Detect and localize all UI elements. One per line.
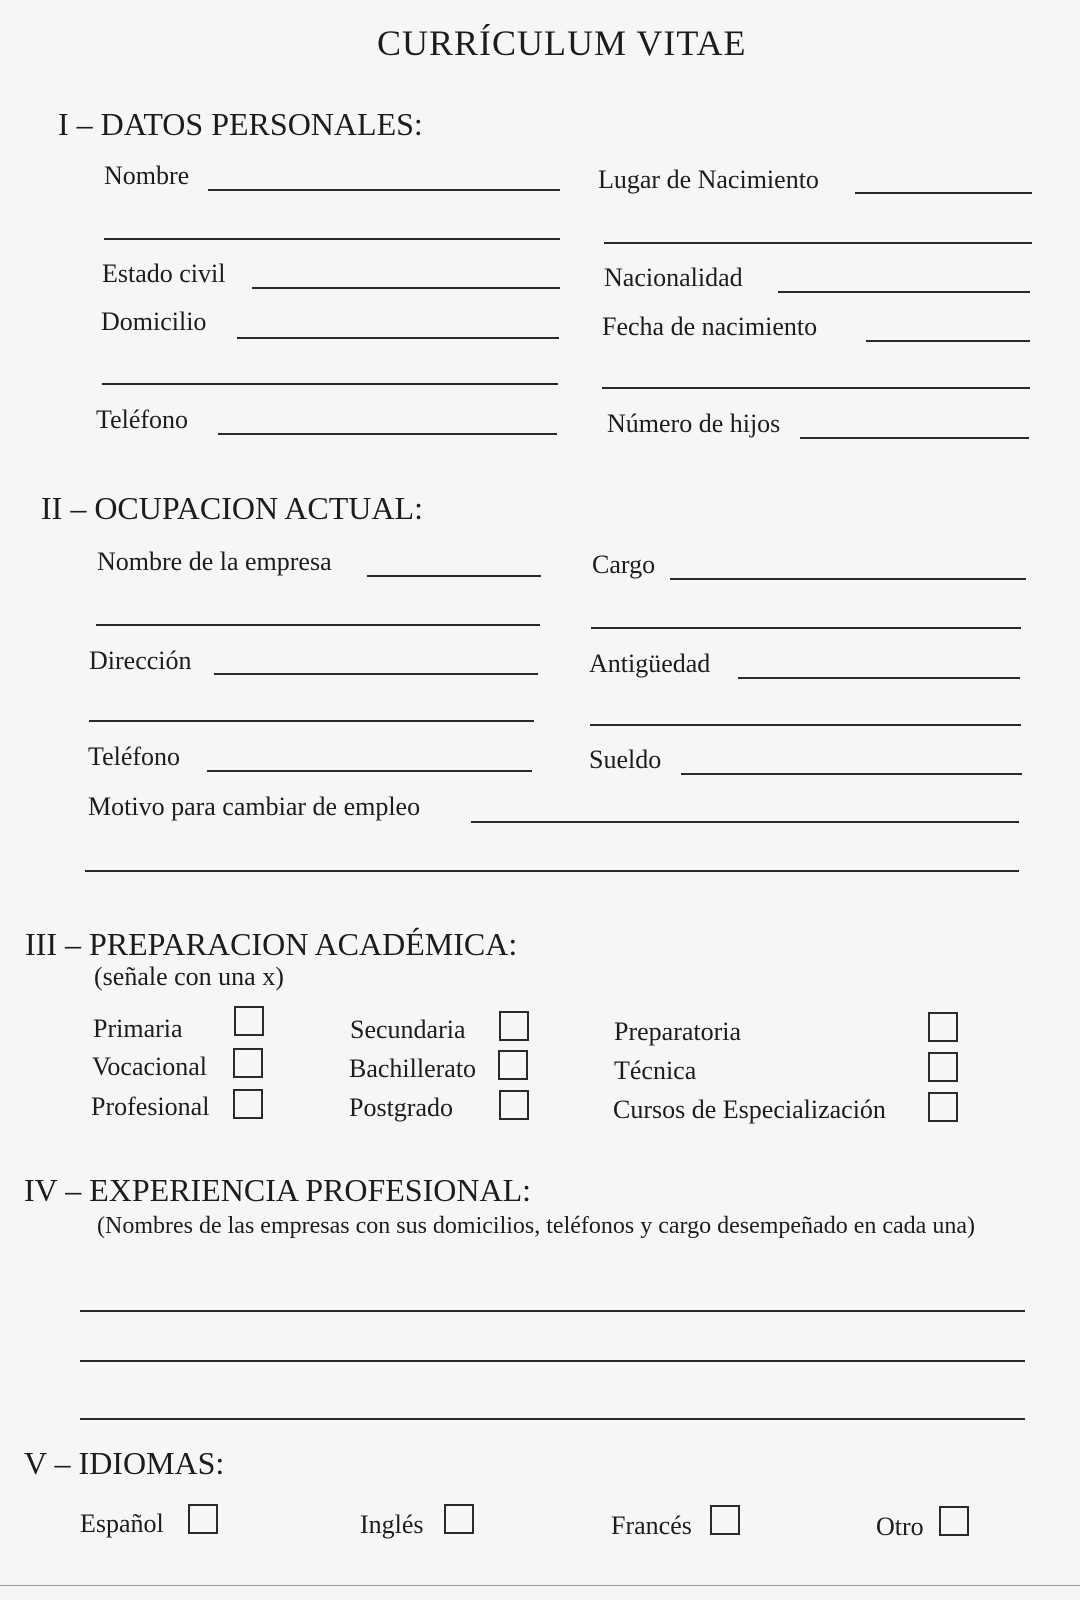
checkbox-espanol[interactable] (188, 1504, 218, 1534)
section-heading-preparacion-academica: III – PREPARACION ACADÉMICA: (25, 926, 518, 962)
field-direccion-line-2[interactable] (89, 720, 534, 722)
option-label-secundaria: Secundaria (350, 1015, 466, 1044)
label-direccion: Dirección (89, 646, 192, 675)
checkbox-postgrado[interactable] (499, 1090, 529, 1120)
option-label-otro: Otro (876, 1512, 924, 1541)
checkbox-primaria[interactable] (234, 1006, 264, 1036)
field-nombre-line-2[interactable] (104, 238, 560, 240)
section-heading-idiomas: V – IDIOMAS: (24, 1445, 225, 1481)
option-label-primaria: Primaria (93, 1014, 183, 1043)
page-title: CURRÍCULUM VITAE (377, 23, 747, 63)
field-experiencia-line-3[interactable] (80, 1418, 1025, 1420)
option-label-cursos-especializacion: Cursos de Especialización (613, 1095, 886, 1124)
section-heading-ocupacion-actual: II – OCUPACION ACTUAL: (41, 490, 423, 526)
section-heading-datos-personales: I – DATOS PERSONALES: (58, 106, 423, 142)
label-cargo: Cargo (592, 550, 656, 579)
label-motivo-cambio: Motivo para cambiar de empleo (88, 792, 421, 821)
option-label-tecnica: Técnica (614, 1056, 697, 1085)
field-experiencia-line-1[interactable] (80, 1310, 1025, 1312)
checkbox-tecnica[interactable] (928, 1052, 958, 1082)
field-antiguedad-line-2[interactable] (590, 724, 1021, 726)
checkbox-preparatoria[interactable] (928, 1012, 958, 1042)
section-heading-experiencia-profesional: IV – EXPERIENCIA PROFESIONAL: (24, 1172, 531, 1208)
field-lugar-nacimiento-line-2[interactable] (604, 242, 1032, 244)
field-cargo[interactable] (670, 578, 1026, 580)
option-label-preparatoria: Preparatoria (614, 1017, 742, 1046)
option-label-profesional: Profesional (91, 1092, 210, 1121)
scan-edge-divider (0, 1585, 1080, 1586)
field-telefono-personal[interactable] (218, 433, 557, 435)
field-direccion[interactable] (214, 673, 538, 675)
option-label-postgrado: Postgrado (349, 1093, 453, 1122)
checkbox-secundaria[interactable] (499, 1011, 529, 1041)
field-antiguedad[interactable] (738, 677, 1020, 679)
option-label-frances: Francés (611, 1511, 692, 1540)
field-domicilio-line-2[interactable] (102, 383, 558, 385)
field-nombre[interactable] (208, 189, 560, 191)
checkbox-profesional[interactable] (233, 1089, 263, 1119)
field-estado-civil[interactable] (252, 287, 560, 289)
label-domicilio: Domicilio (101, 307, 207, 336)
checkbox-cursos-especializacion[interactable] (928, 1092, 958, 1122)
label-telefono-empresa: Teléfono (88, 742, 181, 771)
label-estado-civil: Estado civil (102, 259, 226, 288)
label-nombre-empresa: Nombre de la empresa (97, 547, 332, 576)
field-fecha-nacimiento[interactable] (866, 340, 1030, 342)
field-cargo-line-2[interactable] (591, 627, 1021, 629)
option-label-espanol: Español (80, 1509, 164, 1538)
field-nombre-empresa[interactable] (367, 575, 541, 577)
checkbox-vocacional[interactable] (233, 1048, 263, 1078)
field-lugar-nacimiento[interactable] (855, 192, 1032, 194)
field-sueldo[interactable] (681, 773, 1022, 775)
label-antiguedad: Antigüedad (589, 649, 711, 678)
field-motivo-cambio-line-2[interactable] (85, 870, 1019, 872)
label-numero-hijos: Número de hijos (607, 409, 781, 438)
field-motivo-cambio[interactable] (471, 821, 1019, 823)
field-experiencia-line-2[interactable] (80, 1360, 1025, 1362)
field-numero-hijos[interactable] (800, 437, 1029, 439)
checkbox-bachillerato[interactable] (498, 1050, 528, 1080)
checkbox-ingles[interactable] (444, 1504, 474, 1534)
field-fecha-nacimiento-line-2[interactable] (602, 387, 1030, 389)
label-lugar-nacimiento: Lugar de Nacimiento (598, 165, 819, 194)
section-note-preparacion: (señale con una x) (94, 962, 284, 991)
label-fecha-nacimiento: Fecha de nacimiento (602, 312, 818, 341)
label-nombre: Nombre (104, 161, 190, 190)
option-label-ingles: Inglés (360, 1510, 424, 1539)
section-note-experiencia: (Nombres de las empresas con sus domicilios, teléfonos y cargo desempeñado en cada una) (97, 1213, 975, 1239)
field-domicilio[interactable] (237, 337, 559, 339)
field-nombre-empresa-line-2[interactable] (96, 624, 540, 626)
checkbox-frances[interactable] (710, 1505, 740, 1535)
label-telefono-personal: Teléfono (96, 405, 189, 434)
option-label-bachillerato: Bachillerato (349, 1054, 477, 1083)
option-label-vocacional: Vocacional (92, 1052, 208, 1081)
field-telefono-empresa[interactable] (207, 770, 532, 772)
label-sueldo: Sueldo (589, 745, 662, 774)
checkbox-otro[interactable] (939, 1506, 969, 1536)
field-nacionalidad[interactable] (778, 291, 1030, 293)
label-nacionalidad: Nacionalidad (604, 263, 743, 292)
